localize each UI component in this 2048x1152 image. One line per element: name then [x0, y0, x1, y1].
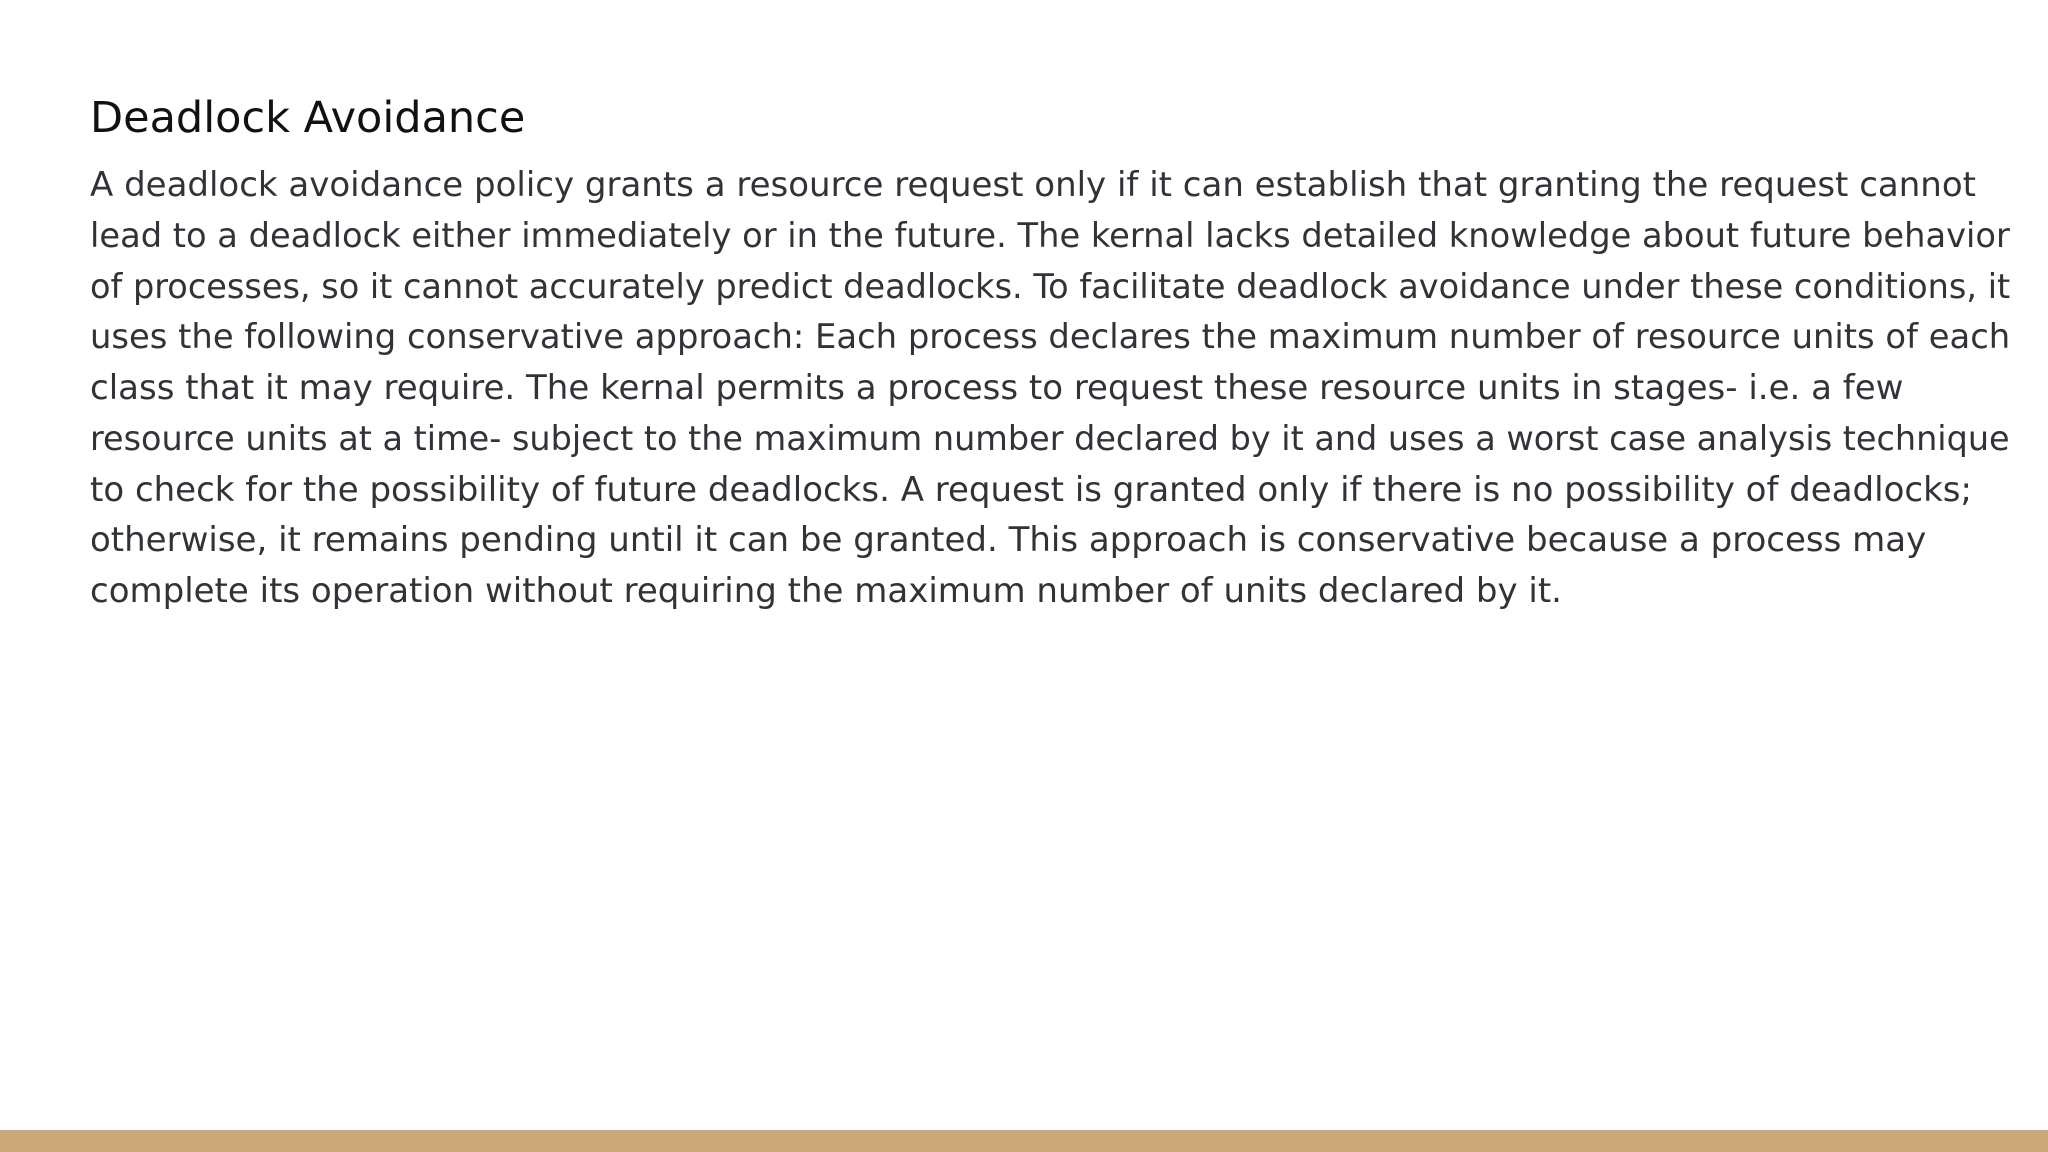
body-line: complete its operation without requiring the maximum number of units declared by it. [90, 571, 1562, 611]
slide-body-text [90, 160, 2010, 617]
slide-title: Deadlock Avoidance [90, 93, 526, 143]
body-line: of processes, so it cannot accurately predict deadlocks. To facilitate deadlock avoidance under these conditions, it [90, 266, 2011, 307]
body-line: A deadlock avoidance policy grants a resource request only if it can establish that granting the request cannot [90, 165, 1976, 205]
body-line: uses the following conservative approach: Each process declares the maximum number of resource units of each [90, 317, 2011, 358]
body-line: otherwise, it remains pending until it can be granted. This approach is conservative because a process may [90, 520, 1927, 561]
body-line: class that it may require. The kernal permits a process to request these resource units in stages- i.e. a few [90, 368, 1904, 408]
body-line: to check for the possibility of future deadlocks. A request is granted only if there is no possibility of deadlocks; [90, 469, 1972, 510]
body-line: resource units at a time- subject to the maximum number declared by it and uses a worst case analysis technique [90, 418, 2010, 459]
body-line: lead to a deadlock either immediately or in the future. The kernal lacks detailed knowledge about future behavior [90, 215, 2010, 256]
footer-accent-bar [0, 1130, 2048, 1152]
